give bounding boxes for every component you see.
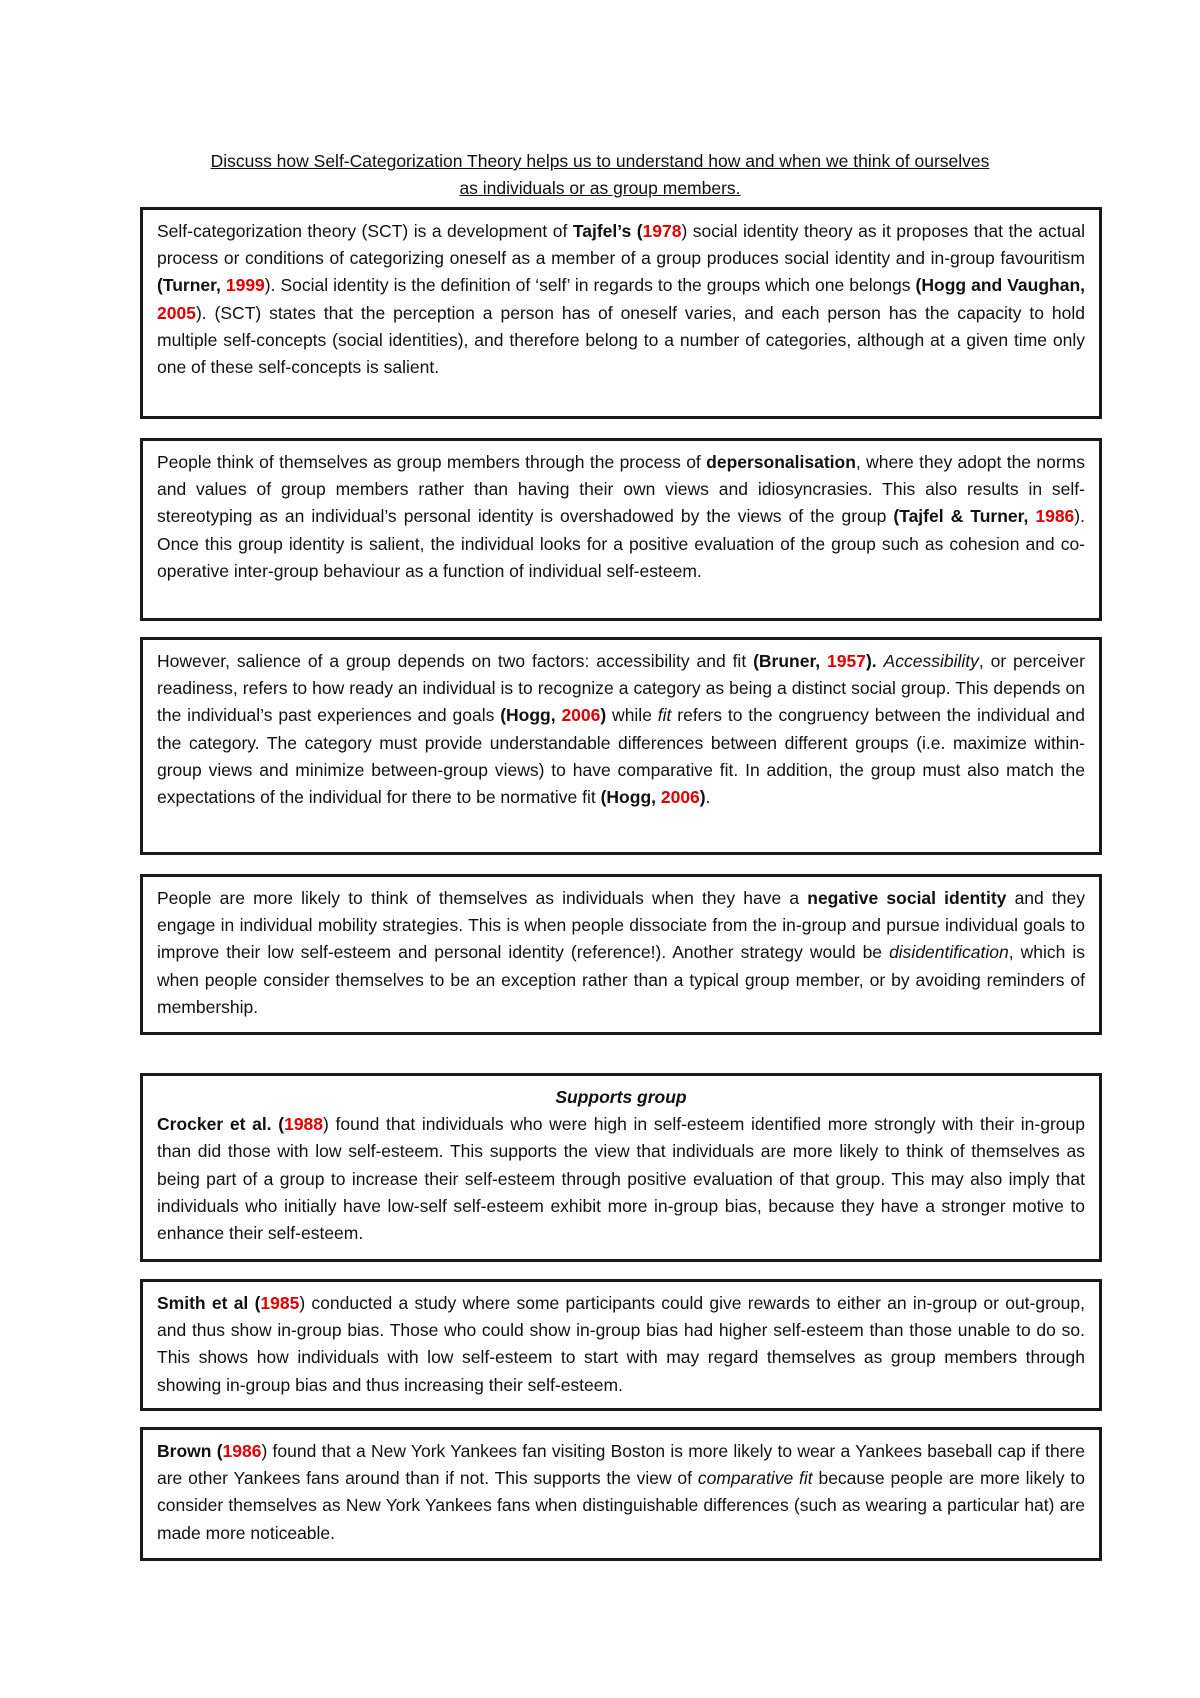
citation-year: 1957 [827,651,866,671]
sct-definition-box [140,207,1102,419]
citation-year: 2006 [561,705,601,726]
smith-study-box [140,1279,1102,1411]
citation-author: (Bruner, [753,651,828,671]
salience-box [140,637,1102,855]
depersonalisation-paragraph: People think of themselves as group members through the process of depersonalisation, where they adopt the norms and values of group members rather than having their own views and idiosyncrasies. This also results in self-stereotyping as an individual’s personal identity is overshadowed by the views of the group (Tajfel & Turner, 1986). Once this group identity is salient, the individual looks for a positive evaluation of the group such as cohesion and co-operative inter-group behaviour as a function of individual self-esteem. [157,452,1086,581]
title-line-2: as individuals or as group members. [459,178,741,198]
citation-year: 2005 [157,302,196,323]
citation-author: (Hogg, [600,787,661,808]
key-term: fit [657,705,672,726]
sct-definition-paragraph: Self-categorization theory (SCT) is a development of Tajfel’s (1978) social identity theory as it proposes that the actual process or conditions of categorizing oneself as a member of a group produces social identity and in-group favouritism (Turner, 1999). Social identity is the definition of ‘self’ in regards to the groups which one belongs (Hogg and Vaughan, 2005). (SCT) states that the perception a person has of oneself varies, and each person has the capacity to hold multiple self-concepts (social identities), and therefore belong to a number of categories, although at a given time only one of these self-concepts is salient. [157,221,1085,378]
key-term: negative social identity [807,888,1007,908]
key-term: disidentification [889,942,1009,963]
essay-title [140,148,1060,202]
supports-group-box [140,1073,1102,1262]
brown-paragraph: Brown (1986) found that a New York Yankees fan visiting Boston is more likely to wear a Yankees baseball cap if there are other Yankees fans around than if not. This supports the view of comparative fit because people are more likely to consider themselves as New York Yankees fans when distinguishable differences (such as wearing a particular hat) are made more noticeable. [157,1441,1085,1543]
citation-author: (Hogg and Vaughan, [915,275,1085,296]
citation-year: 1999 [225,275,265,296]
key-term: Accessibility [883,651,979,671]
citation-author: Crocker et al. [157,1114,272,1135]
key-term: comparative fit [697,1468,813,1489]
citation-year: 1978 [642,221,682,241]
citation-author: (Turner, [157,275,226,296]
citation-author: Smith et al [157,1293,249,1313]
section-heading: Supports group [555,1087,687,1107]
citation-year: 1986 [222,1441,262,1461]
depersonalisation-box [140,438,1102,621]
title-line-1: Discuss how Self-Categorization Theory helps us to understand how and when we think of ourselves [210,151,990,171]
citation-year: 1985 [260,1293,300,1313]
key-term: depersonalisation [706,452,856,472]
negative-identity-paragraph: People are more likely to think of themselves as individuals when they have a negative social identity and they engage in individual mobility strategies. This is when people dissociate from the in-group and pursue individual goals to improve their low self-esteem and personal identity (reference!). Another strategy would be disidentification, which is when people consider themselves to be an exception rather than a typical group member, or by avoiding reminders of membership. [157,888,1086,1017]
negative-identity-box [140,874,1102,1035]
smith-paragraph: Smith et al (1985) conducted a study where some participants could give rewards to either an in-group or out-group, and thus show in-group bias. Those who could show in-group bias had higher self-esteem than those unable to do so. This shows how individuals with low self-esteem to start with may regard themselves as group members through showing in-group bias and thus increasing their self-esteem. [157,1293,1085,1395]
citation-author: Brown [157,1441,212,1461]
salience-paragraph: However, salience of a group depends on two factors: accessibility and fit (Bruner, 1957). Accessibility, or perceiver readiness, refers to how ready an individual is to recognize a category as being a distinct social group. This depends on the individual’s past experiences and goals (Hogg, 2006) while fit refers to the congruency between the individual and the category. The category must provide understandable differences between different groups (i.e. maximize within-group views and minimize between-group views) to have comparative fit. In addition, the group must also match the expectations of the individual for there to be normative fit (Hogg, 2006). [157,651,1085,808]
citation-author: (Tajfel & Turner, [893,506,1036,527]
citation-author: Tajfel’s [572,221,632,241]
brown-study-box [140,1427,1102,1561]
citation-author: (Hogg, [500,705,562,726]
citation-year: 1986 [1035,506,1075,527]
citation-year: 1988 [284,1114,324,1135]
crocker-paragraph: Crocker et al. (1988) found that individuals who were high in self-esteem identified more strongly with their in-group than did those with low self-esteem. This supports the view that individuals are more likely to think of themselves as being part of a group to increase their self-esteem through positive evaluation of that group. This may also imply that individuals who initially have low-self self-esteem exhibit more in-group bias, because they have a stronger motive to enhance their self-esteem. [157,1114,1086,1244]
citation-year: 2006 [660,787,700,808]
